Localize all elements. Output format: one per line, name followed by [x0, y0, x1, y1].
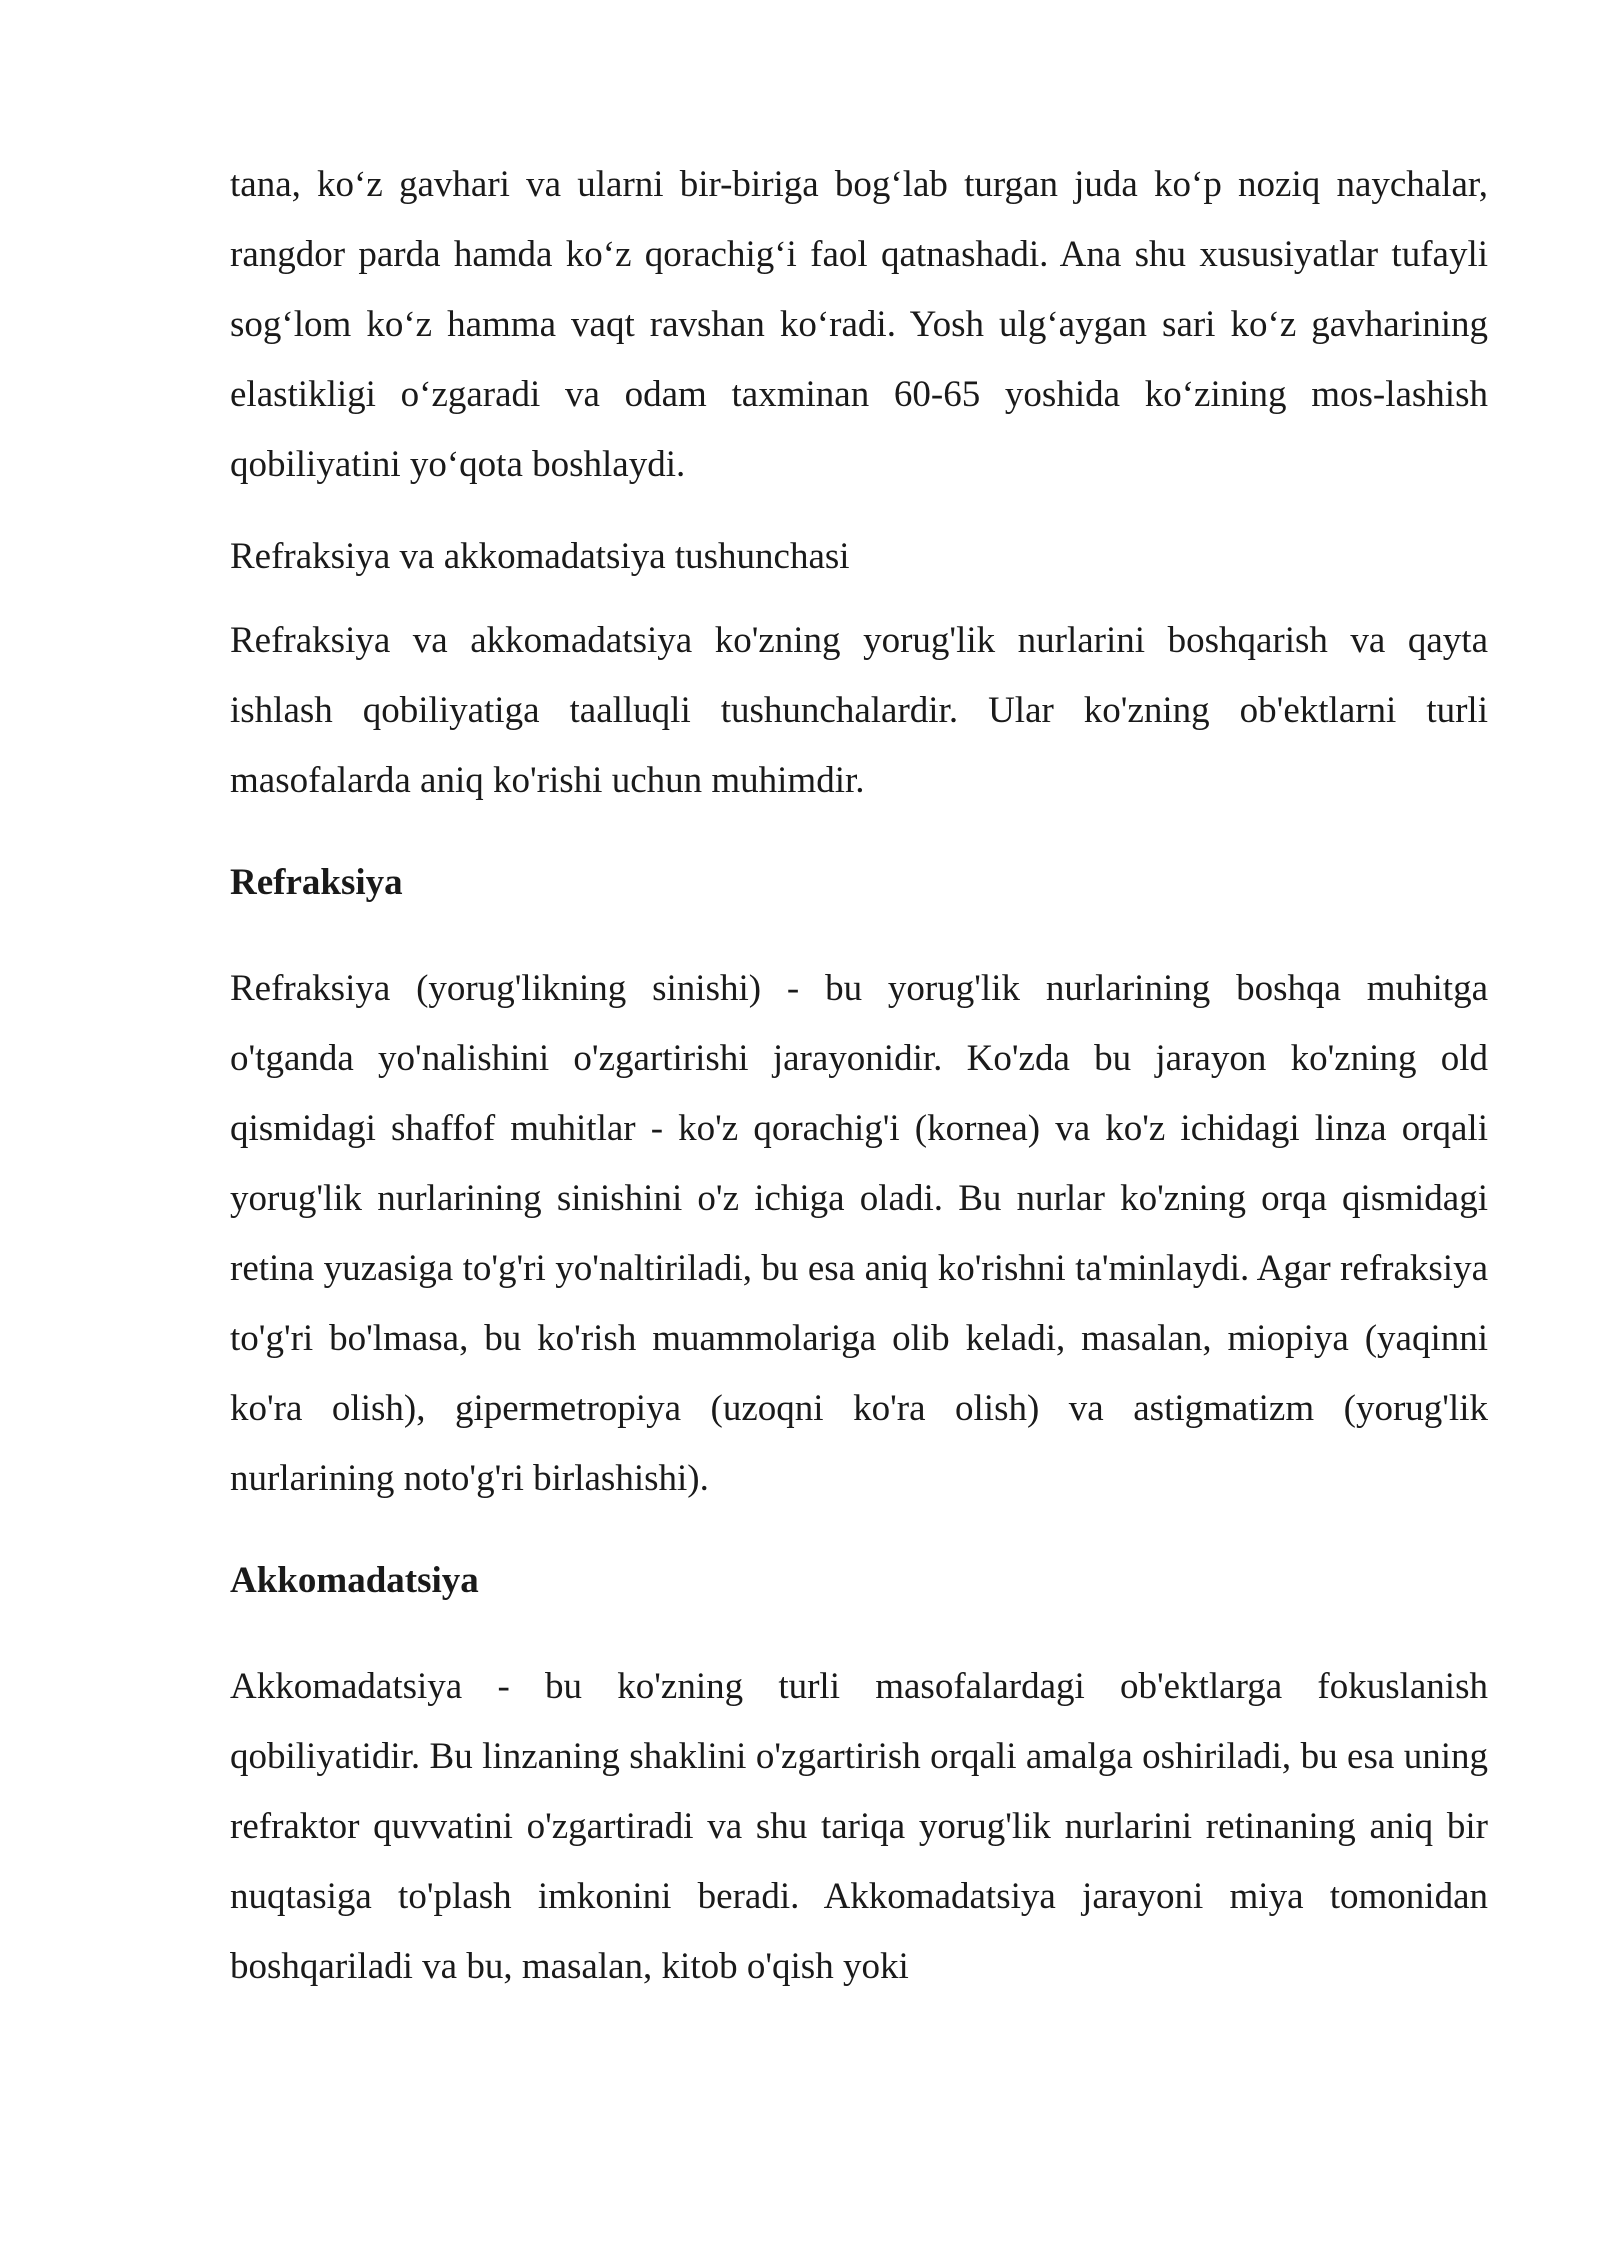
- refraction-paragraph: Refraksiya (yorug'likning sinishi) - bu yorug'lik nurlarining boshqa muhitga o'tganda yo'nalishini o'zgartirishi jarayonidir. Ko'zda bu jarayon ko'zning old qismidagi shaffof muhitlar - ko'z qorachig'i (kornea) va ko'z ichidagi linza orqali yorug'lik nurlarining sinishini o'z ichiga oladi. Bu nurlar ko'zning orqa qismidagi retina yuzasiga to'g'ri yo'naltiriladi, bu esa aniq ko'rishni ta'minlaydi. Agar refraksiya to'g'ri bo'lmasa, bu ko'rish muammolariga olib keladi, masalan, miopiya (yaqinni ko'ra olish), gipermetropiya (uzoqni ko'ra olish) va astigmatizm (yorug'lik nurlarining noto'g'ri birlashishi).: [230, 968, 1488, 1499]
- intro-paragraph: tana, ko‘z gavhari va ularni bir-biriga bog‘lab turgan juda ko‘p noziq naychalar, rangdor parda hamda ko‘z qorachig‘i faol qatnashadi. Ana shu xususiyatlar tufayli sog‘lom ko‘z hamma vaqt ravshan ko‘radi. Yosh ulg‘aygan sari ko‘z gavharining elastikligi o‘zgaradi va odam taxminan 60-65 yoshida ko‘zining mos-lashish qobiliyatini yo‘qota boshlaydi.: [230, 164, 1488, 485]
- accommodation-paragraph: Akkomadatsiya - bu ko'zning turli masofalardagi ob'ektlarga fokuslanish qobiliyatidir. Bu linzaning shaklini o'zgartirish orqali amalga oshiriladi, bu esa uning refraktor quvvatini o'zgartiradi va shu tariqa yorug'lik nurlarini retinaning aniq bir nuqtasiga to'plash imkonini beradi. Akkomadatsiya jarayoni miya tomonidan boshqariladi va bu, masalan, kitob o'qish yoki: [230, 1666, 1488, 1987]
- concept-title: Refraksiya va akkomadatsiya tushunchasi: [230, 536, 850, 577]
- concept-paragraph: Refraksiya va akkomadatsiya ko'zning yorug'lik nurlarini boshqarish va qayta ishlash qobiliyatiga taalluqli tushunchalardir. Ular ko'zning ob'ektlarni turli masofalarda aniq ko'rishi uchun muhimdir.: [230, 620, 1488, 801]
- accommodation-heading: Akkomadatsiya: [230, 1560, 479, 1601]
- refraction-heading: Refraksiya: [230, 862, 403, 903]
